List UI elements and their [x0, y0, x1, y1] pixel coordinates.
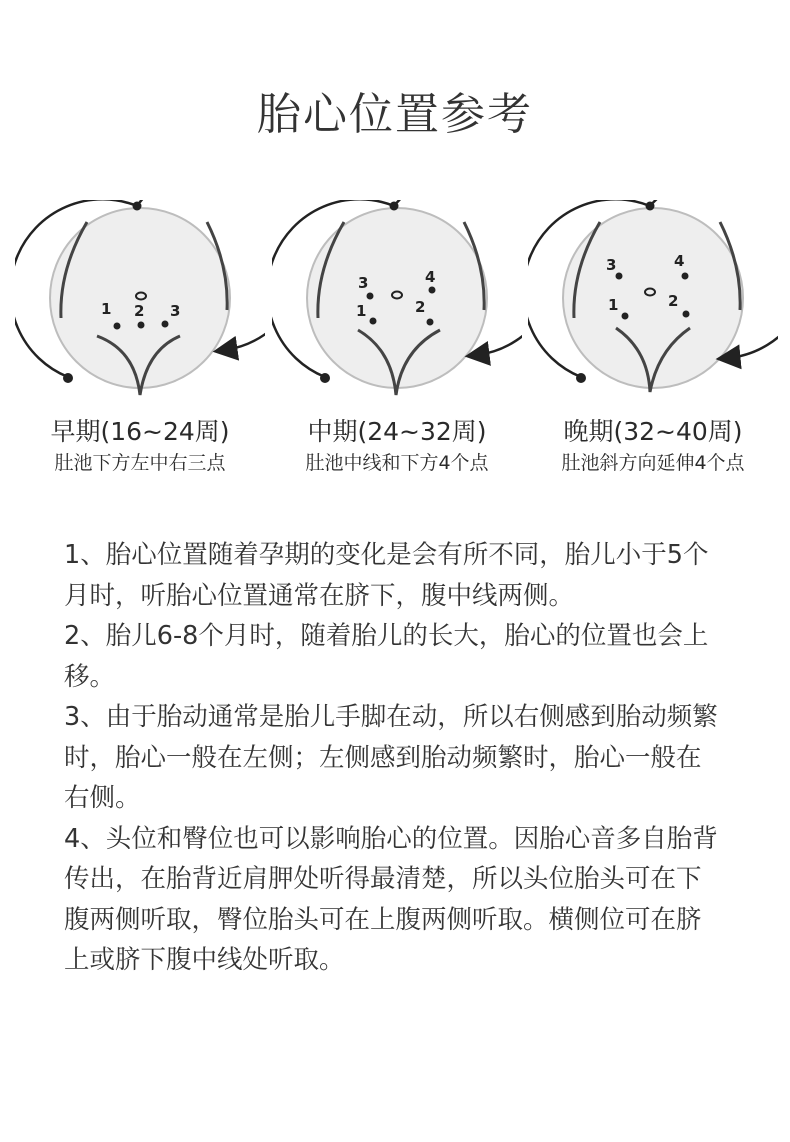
info-text	[64, 535, 724, 981]
belly-diagram-middle	[272, 200, 522, 405]
page-title: 胎心位置参考	[257, 89, 533, 140]
paragraph: 3、由于胎动通常是胎儿手脚在动，所以右侧感到胎动频繁时，胎心一般在左侧；左侧感到胎动频繁时，胎心一般在右侧。	[64, 702, 718, 813]
point-label: 3	[170, 302, 181, 320]
paragraph: 4、头位和臀位也可以影响胎心的位置。因胎心音多自胎背传出，在胎背近肩胛处听得最清楚，所以头位胎头可在下腹两侧听取，臀位胎头可在上腹两侧听取。横侧位可在脐上或脐下腹中线处听取。	[64, 823, 718, 975]
point-label: 3	[358, 274, 369, 292]
period-label: 中期(24~32周)	[307, 417, 487, 446]
paragraph: 2、胎儿6-8个月时，随着胎儿的长大，胎心的位置也会上移。	[64, 621, 709, 692]
diagram-middle	[272, 200, 522, 485]
point-label: 4	[674, 252, 685, 270]
point-label: 2	[134, 302, 145, 320]
diagram-late	[528, 200, 778, 485]
period-label: 早期(16~24周)	[50, 417, 230, 446]
diagram-row	[0, 200, 790, 485]
period-description: 肚池斜方向延伸4个点	[561, 452, 745, 474]
period-description: 肚池下方左中右三点	[54, 452, 226, 474]
belly-circle	[563, 208, 743, 388]
point-label: 3	[606, 256, 617, 274]
period-description: 肚池中线和下方4个点	[305, 452, 489, 474]
point-label: 1	[608, 296, 619, 314]
point-label: 2	[668, 292, 679, 310]
belly-diagram-late	[528, 200, 778, 405]
period-label: 晚期(32~40周)	[563, 417, 743, 446]
point-label: 1	[101, 300, 112, 318]
belly-circle	[50, 208, 230, 388]
paragraph: 1、胎心位置随着孕期的变化是会有所不同，胎儿小于5个月时，听胎心位置通常在脐下，腹中线两侧。	[64, 540, 709, 611]
point-label: 2	[415, 298, 426, 316]
point-label: 4	[425, 268, 436, 286]
point-label: 1	[356, 302, 367, 320]
belly-diagram-early	[15, 200, 265, 405]
diagram-early	[15, 200, 265, 485]
